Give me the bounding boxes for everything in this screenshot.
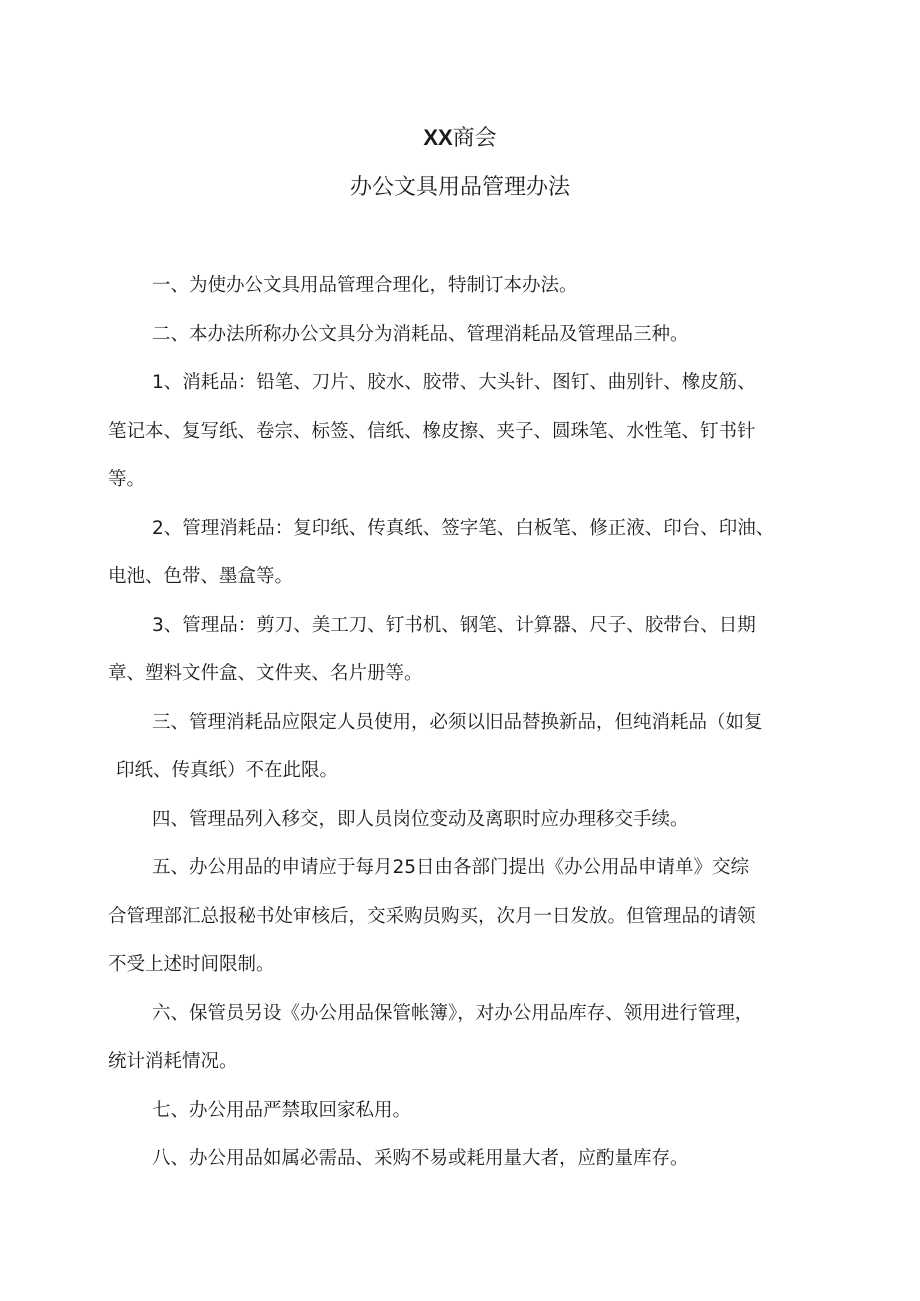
paragraph-5-line-3: 不受上述时间限制。 bbox=[108, 954, 275, 975]
paragraph-managed-consumables-line-2: 电池、色带、墨盒等。 bbox=[108, 566, 294, 587]
paragraph-5-line-1: 五、办公用品的申请应于每月25日由各部门提出《办公用品申请单》交综 bbox=[152, 857, 750, 878]
organization-title bbox=[0, 120, 920, 157]
paragraph-1 bbox=[108, 262, 824, 311]
paragraph-2-line-1: 二、本办法所称办公文具分为消耗品、管理消耗品及管理品三种。 bbox=[152, 323, 689, 345]
paragraph-8-line-1: 八、办公用品如属必需品、采购不易或耗用量大者，应酌量库存。 bbox=[152, 1148, 689, 1169]
paragraph-3 bbox=[108, 699, 824, 796]
paragraph-managed-items-line-2: 章、塑料文件盒、文件夹、名片册等。 bbox=[108, 663, 423, 684]
paragraph-5-line-2: 合管理部汇总报秘书处审核后，交采购员购买，次月一日发放。但管理品的请领 bbox=[108, 905, 756, 927]
paragraph-consumables-line-1: 1、消耗品：铅笔、刀片、胶水、胶带、大头针、图钉、曲别针、橡皮筋、 bbox=[152, 372, 756, 393]
document-body bbox=[108, 262, 824, 1184]
paragraph-2 bbox=[108, 311, 824, 360]
paragraph-8 bbox=[108, 1135, 824, 1184]
paragraph-3-line-2: 印纸、传真纸）不在此限。 bbox=[116, 760, 339, 781]
document-title: 办公文具用品管理办法 bbox=[349, 175, 570, 200]
paragraph-1-line-1: 一、为使办公文具用品管理合理化，特制订本办法。 bbox=[152, 275, 578, 296]
paragraph-managed-items bbox=[108, 602, 824, 699]
paragraph-consumables-line-2: 笔记本、复写纸、卷宗、标签、信纸、橡皮擦、夹子、圆珠笔、水性笔、钉书针 bbox=[108, 420, 756, 442]
paragraph-4-line-1: 四、管理品列入移交，即人员岗位变动及离职时应办理移交手续。 bbox=[152, 808, 689, 830]
organization-prefix: XX bbox=[423, 125, 453, 150]
paragraph-6 bbox=[108, 990, 824, 1087]
paragraph-consumables-line-3: 等。 bbox=[108, 469, 146, 490]
paragraph-4 bbox=[108, 796, 824, 845]
paragraph-7-line-1: 七、办公用品严禁取回家私用。 bbox=[152, 1099, 412, 1121]
paragraph-7 bbox=[108, 1087, 824, 1136]
paragraph-3-line-1: 三、管理消耗品应限定人员使用，必须以旧品替换新品，但纯消耗品（如复 bbox=[152, 711, 763, 733]
organization-suffix: 商会 bbox=[452, 126, 497, 151]
paragraph-consumables bbox=[108, 359, 824, 505]
paragraph-managed-consumables bbox=[108, 505, 824, 602]
paragraph-6-line-1: 六、保管员另设《办公用品保管帐簿》，对办公用品库存、领用进行管理， bbox=[152, 1002, 754, 1024]
paragraph-managed-consumables-line-1: 2、管理消耗品：复印纸、传真纸、签字笔、白板笔、修正液、印台、印油、 bbox=[152, 517, 775, 539]
paragraph-6-line-2: 统计消耗情况。 bbox=[108, 1051, 238, 1072]
paragraph-managed-items-line-1: 3、管理品：剪刀、美工刀、钉书机、钢笔、计算器、尺子、胶带台、日期 bbox=[152, 614, 756, 636]
paragraph-5 bbox=[108, 844, 824, 990]
